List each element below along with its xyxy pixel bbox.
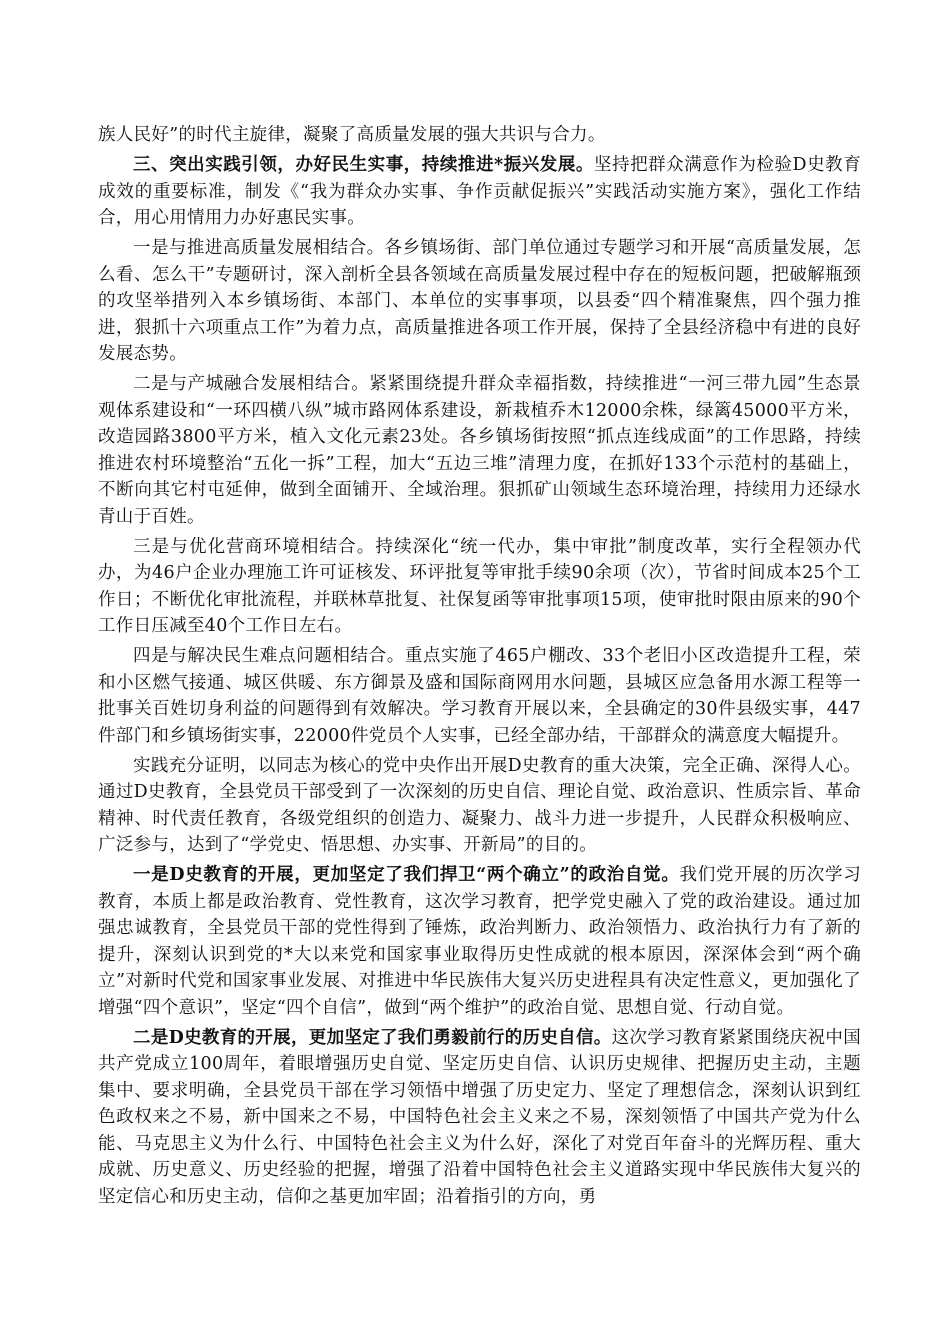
paragraph-7	[98, 753, 861, 859]
paragraph-4	[98, 371, 861, 530]
paragraph-6	[98, 643, 861, 749]
paragraph-8	[98, 862, 861, 1021]
paragraph-9-heading: 二是D史教育的开展，更加坚定了我们勇毅前行的历史自信。	[133, 1027, 612, 1048]
paragraph-9-text: 这次学习教育紧紧围绕庆祝中国共产党成立100周年，着眼增强历史自觉、坚定历史自信、认识历史规律、把握历史主动，主题集中、要求明确，全县党员干部在学习领悟中增强了历史定力、坚定了理想信念，深刻认识到红色政权来之不易，新中国来之不易，中国特色社会主义来之不易，深刻领悟了中国共产党为什么能、马克思主义为什么行、中国特色社会主义为什么好，深化了对党百年奋斗的光辉历程、重大成就、历史意义、历史经验的把握，增强了沿着中国特色社会主义道路实现中华民族伟大复兴的坚定信心和历史主动，信仰之基更加牢固；沿着指引的方向，勇	[98, 1027, 861, 1207]
paragraph-9	[98, 1025, 861, 1211]
paragraph-1-text: 族人民好”的时代主旋律，凝聚了高质量发展的强大共识与合力。	[98, 125, 606, 145]
paragraph-6-text: 四是与解决民生难点问题相结合。重点实施了465户棚改、33个老旧小区改造提升工程，荣和小区燃气接通、城区供暖、东方御景及盛和国际商网用水问题，县城区应急备用水源工程等一批事关百姓切身利益的问题得到有效解决。学习教育开展以来，全县确定的30件县级实事，447件部门和乡镇场街实事，22000件党员个人实事，已经全部办结，干部群众的满意度大幅提升。	[98, 646, 861, 746]
paragraph-1	[98, 122, 861, 149]
paragraph-2-text: 坚持把群众满意作为检验D史教育成效的重要标准，制发《“我为群众办实事、争作贡献促振兴”实践活动实施方案》，强化工作结合，用心用情用力办好惠民实事。	[98, 155, 862, 228]
document-page	[98, 122, 861, 1214]
paragraph-8-heading: 一是D史教育的开展，更加坚定了我们捍卫“两个确立”的政治自觉。	[133, 865, 680, 885]
paragraph-5	[98, 534, 861, 640]
paragraph-2-heading: 三、突出实践引领，办好民生实事，持续推进*振兴发展。	[133, 155, 594, 175]
paragraph-7-text: 实践充分证明，以同志为核心的党中央作出开展D史教育的重大决策，完全正确、深得人心。通过D史教育，全县党员干部受到了一次深刻的历史自信、理论自觉、政治意识、性质宗旨、革命精神、时代责任教育，各级党组织的创造力、凝聚力、战斗力进一步提升，人民群众积极响应、广泛参与，达到了“学党史、悟思想、办实事、开新局”的目的。	[98, 755, 861, 855]
paragraph-4-text: 二是与产城融合发展相结合。紧紧围绕提升群众幸福指数，持续推进“一河三带九园”生态景观体系建设和“一环四横八纵”城市路网体系建设，新栽植乔木12000余株，绿篱45000平方米，改造园路3800平方米，植入文化元素23处。各乡镇场街按照“抓点连线成面”的工作思路，持续推进农村环境整治“五化一拆”工程，加大“五边三堆”清理力度，在抓好133个示范村的基础上，不断向其它村屯延伸，做到全面铺开、全域治理。狠抓矿山领域生态环境治理，持续用力还绿水青山于百姓。	[98, 374, 861, 527]
paragraph-8-text: 我们党开展的历次学习教育，本质上都是政治教育、党性教育，这次学习教育，把学党史融入了党的政治建设。通过加强忠诚教育，全县党员干部的党性得到了锤炼，政治判断力、政治领悟力、政治执行力有了新的提升，深刻认识到党的*大以来党和国家事业取得历史性成就的根本原因，深深体会到“两个确立”对新时代党和国家事业发展、对推进中华民族伟大复兴历史进程具有决定性意义，更加强化了增强“四个意识”，坚定“四个自信”，做到“两个维护”的政治自觉、思想自觉、行动自觉。	[98, 865, 862, 1018]
paragraph-3-text: 一是与推进高质量发展相结合。各乡镇场街、部门单位通过专题学习和开展“高质量发展，怎么看、怎么干”专题研讨，深入剖析全县各领域在高质量发展过程中存在的短板问题，把破解瓶颈的攻坚举措列入本乡镇场街、本部门、本单位的实事事项，以县委“四个精准聚焦，四个强力推进，狠抓十六项重点工作”为着力点，高质量推进各项工作开展，保持了全县经济稳中有进的良好发展态势。	[98, 238, 861, 364]
paragraph-2	[98, 152, 861, 232]
paragraph-5-text: 三是与优化营商环境相结合。持续深化“统一代办，集中审批”制度改革，实行全程领办代办，为46户企业办理施工许可证核发、环评批复等审批手续90余项（次），节省时间成本25个工作日；不断优化审批流程，并联林草批复、社保复函等审批事项15项，使审批时限由原来的90个工作日压减至40个工作日左右。	[98, 536, 861, 636]
paragraph-3	[98, 235, 861, 368]
